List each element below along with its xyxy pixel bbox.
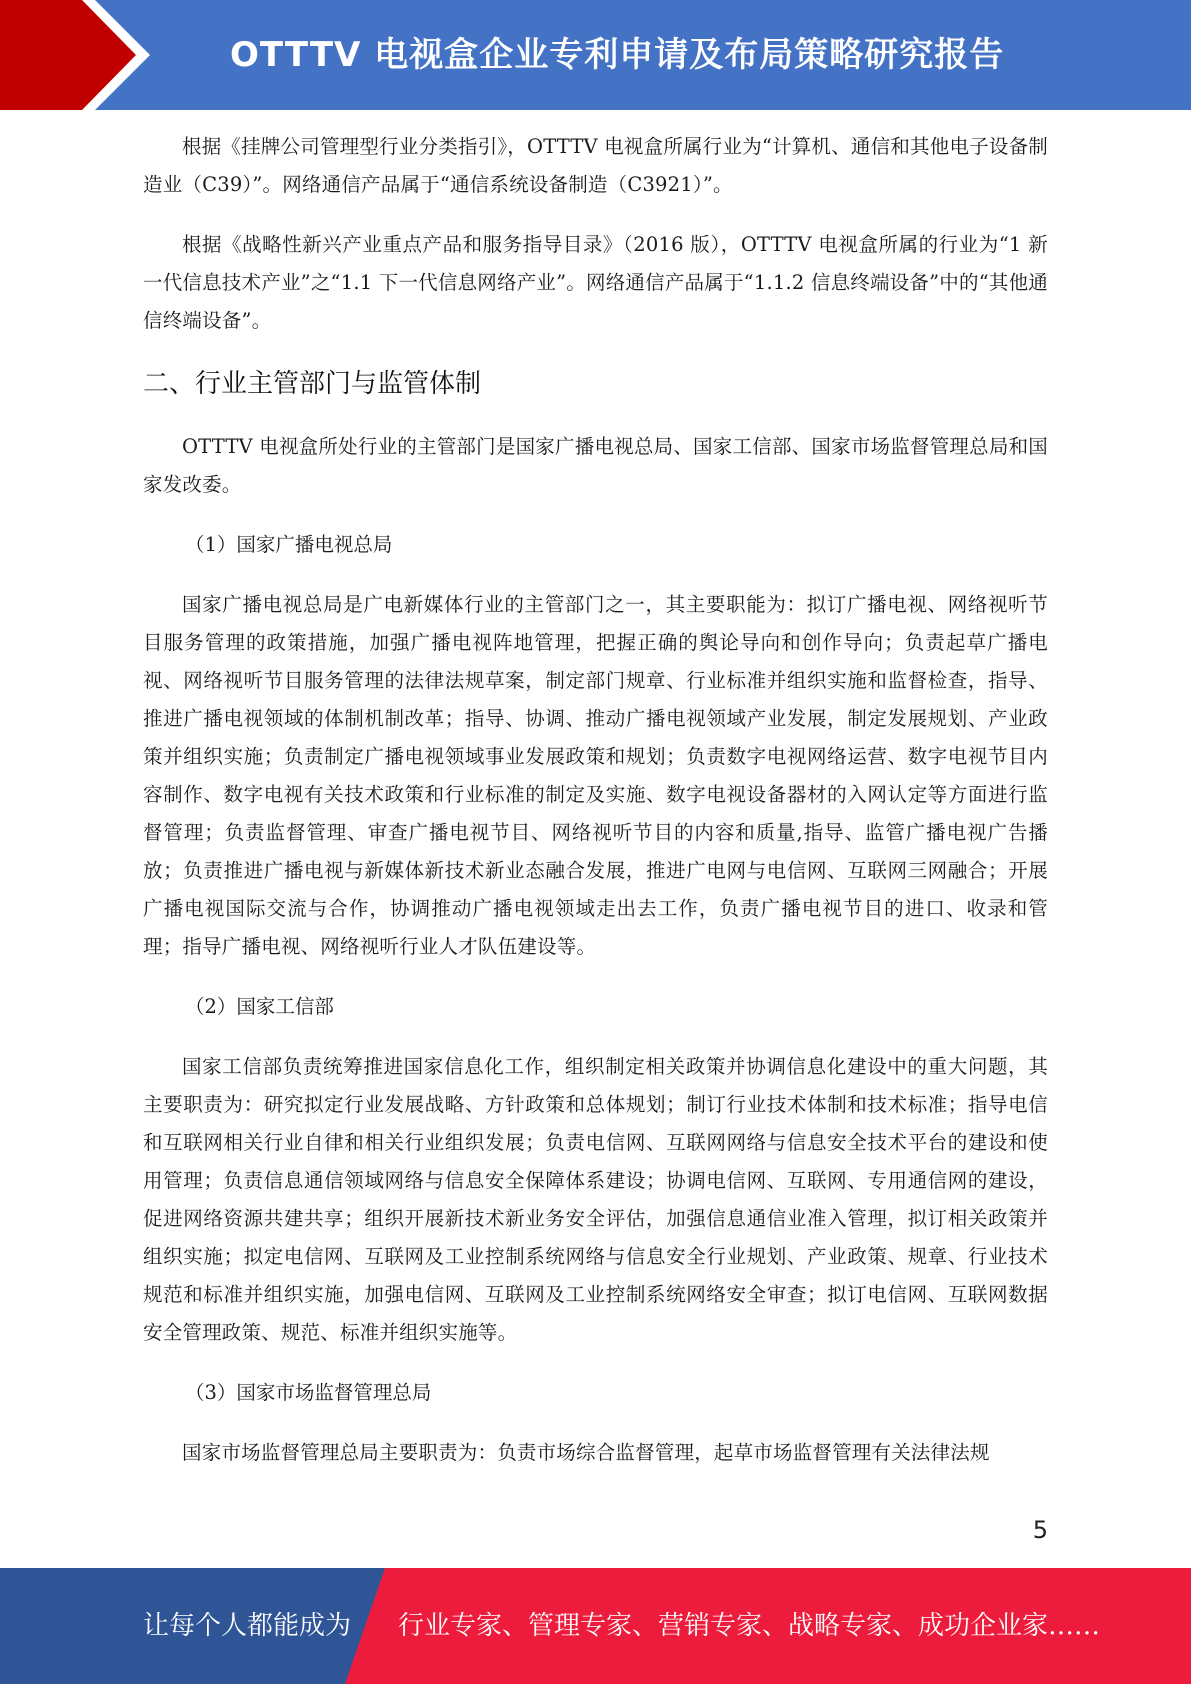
page-content xyxy=(143,128,1048,1494)
page-number: 5 xyxy=(1032,1516,1048,1544)
chevron-red-fill xyxy=(0,0,136,110)
paragraph-nrta-duties: 国家广播电视总局是广电新媒体行业的主管部门之一，其主要职能为：拟订广播电视、网络视听节目服务管理的政策措施，加强广播电视阵地管理，把握正确的舆论导向和创作导向；负责起草广播电视、网络视听节目服务管理的法律法规草案，制定部门规章、行业标准并组织实施和监督检查，指导、推进广播电视领域的体制机制改革；指导、协调、推动广播电视领域产业发展，制定发展规划、产业政策并组织实施；负责制定广播电视领域事业发展政策和规划；负责数字电视网络运营、数字电视节目内容制作、数字电视有关技术政策和行业标准的制定及实施、数字电视设备器材的入网认定等方面进行监督管理；负责监督管理、审查广播电视节目、网络视听节目的内容和质量,指导、监管广播电视广告播放；负责推进广播电视与新媒体新技术新业态融合发展，推进广电网与电信网、互联网三网融合；开展广播电视国际交流与合作，协调推动广播电视领域走出去工作，负责广播电视节目的进口、收录和管理；指导广播电视、网络视听行业人才队伍建设等。 xyxy=(143,593,1048,958)
sub-heading-nrta: （1）国家广播电视总局 xyxy=(185,533,393,556)
paragraph-miit-duties: 国家工信部负责统筹推进国家信息化工作，组织制定相关政策并协调信息化建设中的重大问题，其主要职责为：研究拟定行业发展战略、方针政策和总体规划；制订行业技术体制和技术标准；指导电信和互联网相关行业自律和相关行业组织发展；负责电信网、互联网网络与信息安全技术平台的建设和使用管理；负责信息通信领域网络与信息安全保障体系建设；协调电信网、互联网、专用通信网的建设，促进网络资源共建共享；组织开展新技术新业务安全评估，加强信息通信业准入管理，拟订相关政策并组织实施；拟定电信网、互联网及工业控制系统网络与信息安全行业规划、产业政策、规章、行业技术规范和标准并组织实施，加强电信网、互联网及工业控制系统网络安全审查；拟订电信网、互联网数据安全管理政策、规范、标准并组织实施等。 xyxy=(143,1055,1048,1344)
paragraph-regulators-overview: OTTTV 电视盒所处行业的主管部门是国家广播电视总局、国家工信部、国家市场监督管理总局和国家发改委。 xyxy=(143,435,1048,496)
page-header-banner xyxy=(0,0,1191,110)
paragraph-strategic-industry: 根据《战略性新兴产业重点产品和服务指导目录》（2016 版），OTTTV 电视盒所属的行业为“1 新一代信息技术产业”之“1.1 下一代信息网络产业”。网络通信产品属于“1.1.2 信息终端设备”中的“其他通信终端设备”。 xyxy=(143,233,1048,332)
page-footer-banner xyxy=(0,1568,1191,1684)
paragraph-samr-duties: 国家市场监督管理总局主要职责为：负责市场综合监督管理，起草市场监督管理有关法律法规 xyxy=(182,1441,990,1464)
footer-slogan-left: 让每个人都能成为 xyxy=(143,1611,352,1641)
sub-heading-samr: （3）国家市场监督管理总局 xyxy=(185,1381,432,1404)
document-title: OTTTV 电视盒企业专利申请及布局策略研究报告 xyxy=(230,35,1005,75)
footer-slogan-right: 行业专家、管理专家、营销专家、战略专家、成功企业家…… xyxy=(398,1611,1101,1641)
header-chevron-graphic xyxy=(0,0,180,110)
paragraph-industry-classification: 根据《挂牌公司管理型行业分类指引》，OTTTV 电视盒所属行业为“计算机、通信和其他电子设备制造业（C39）”。网络通信产品属于“通信系统设备制造（C3921）”。 xyxy=(143,135,1048,196)
section-heading-regulators: 二、行业主管部门与监管体制 xyxy=(143,369,482,399)
sub-heading-miit: （2）国家工信部 xyxy=(185,995,334,1018)
